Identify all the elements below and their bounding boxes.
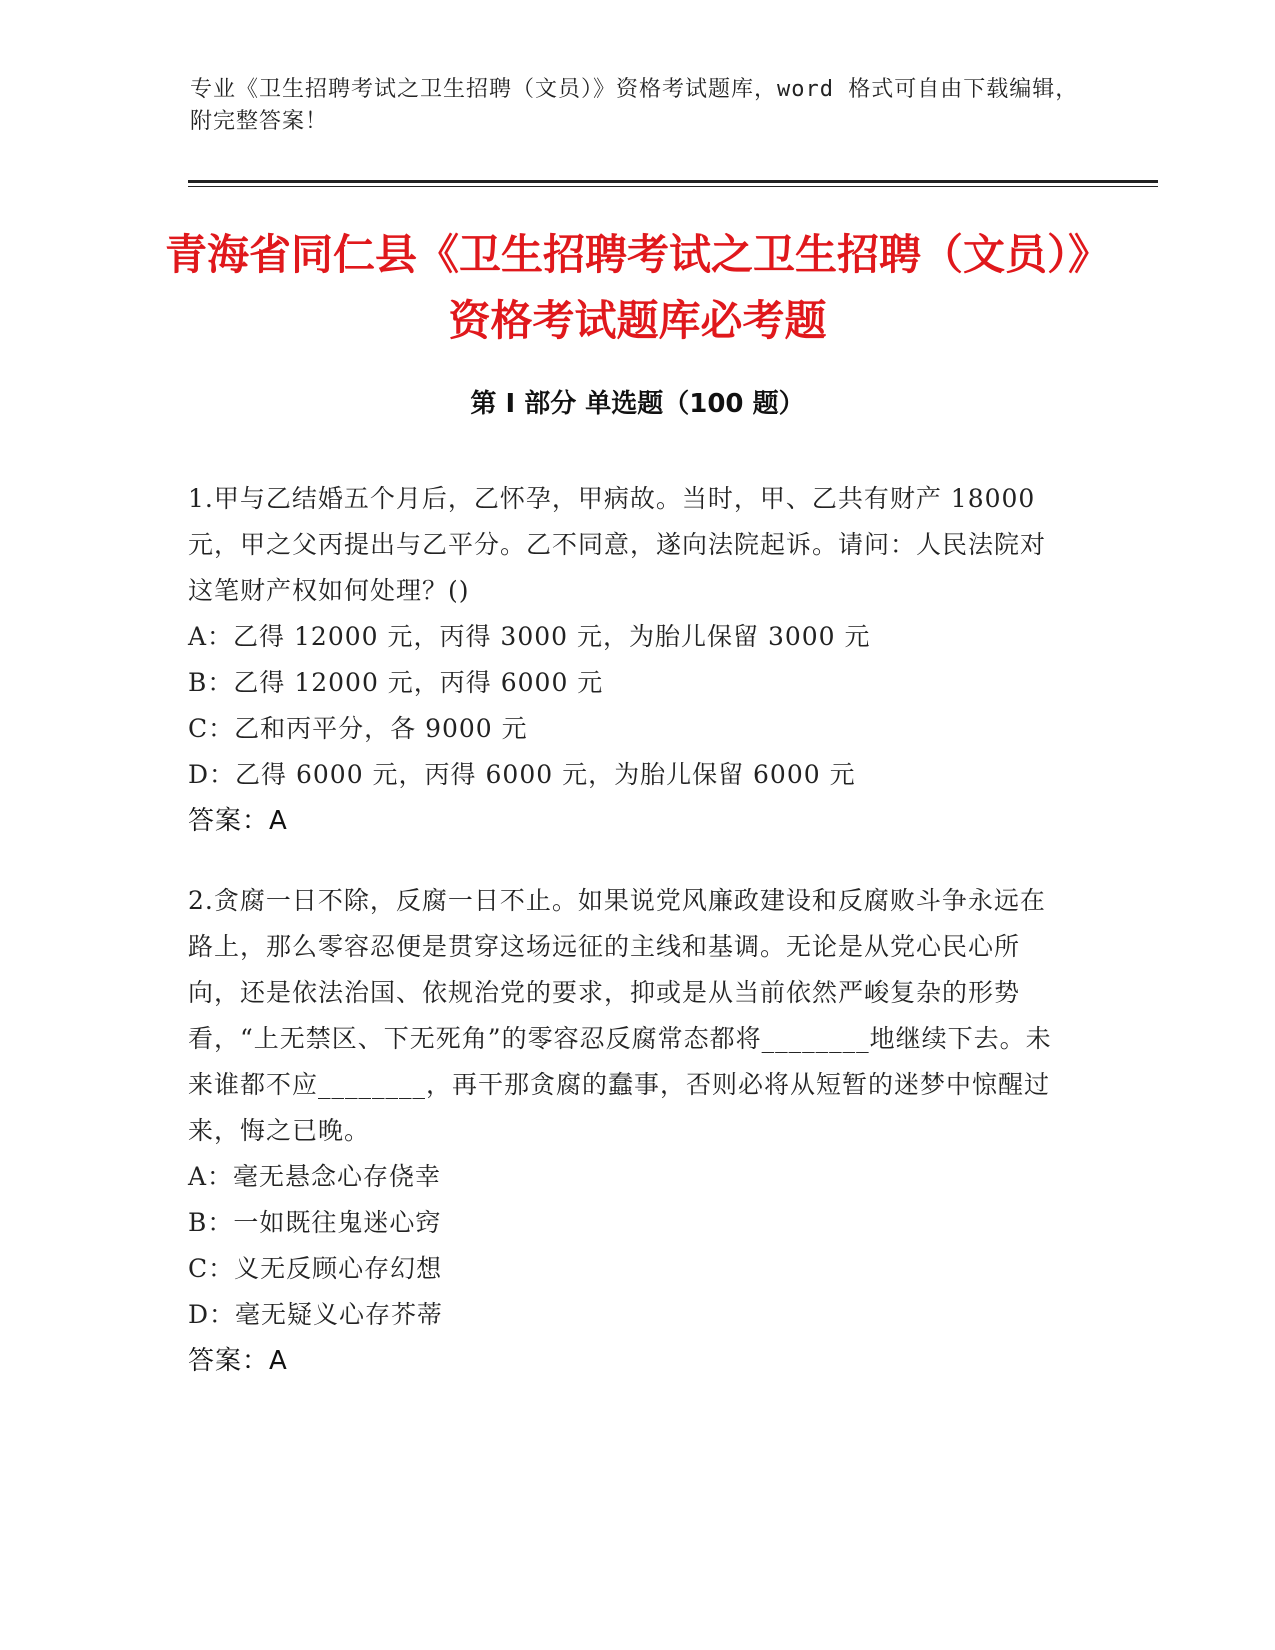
option-d: D：毫无疑义心存芥蒂 <box>188 1300 444 1329</box>
option-list <box>188 614 1068 798</box>
answer-line: 答案：A <box>188 806 288 836</box>
question-stem: 2.贪腐一日不除，反腐一日不止。如果说党风廉政建设和反腐败斗争永远在路上，那么零容忍便是贯穿这场远征的主线和基调。无论是从党心民心所向，还是依法治国、依规治党的要求，抑或是从当前依然严峻复杂的形势看，“上无禁区、下无死角”的零容忍反腐常态都将________地继续下去。未来谁都不应________，再干那贪腐的蠢事，否则必将从短暂的迷梦中惊醒过来，悔之已晚。 <box>188 886 1052 1145</box>
option-b: B：乙得 12000 元，丙得 6000 元 <box>188 668 604 697</box>
option-d: D：乙得 6000 元，丙得 6000 元，为胎儿保留 6000 元 <box>188 760 856 789</box>
option-c: C：乙和丙平分，各 9000 元 <box>188 714 528 743</box>
header-divider-thin <box>188 186 1158 187</box>
option-a: A：乙得 12000 元，丙得 3000 元，为胎儿保留 3000 元 <box>188 622 871 651</box>
section-title: 第 I 部分 单选题（100 题） <box>470 389 805 419</box>
option-b: B：一如既往鬼迷心窍 <box>188 1208 442 1237</box>
answer-line: 答案：A <box>188 1346 288 1376</box>
option-a: A：毫无悬念心存侥幸 <box>188 1162 442 1191</box>
header-divider-thick <box>188 180 1158 183</box>
question-2 <box>188 878 1068 1384</box>
option-list <box>188 1154 1068 1338</box>
document-title: 青海省同仁县《卫生招聘考试之卫生招聘（文员）》资格考试题库必考题 <box>164 230 1110 345</box>
header-note: 专业《卫生招聘考试之卫生招聘（文员）》资格考试题库，word 格式可自由下载编辑，附完整答案！ <box>190 77 1079 134</box>
question-1 <box>188 476 1068 844</box>
option-c: C：义无反顾心存幻想 <box>188 1254 443 1283</box>
question-stem: 1.甲与乙结婚五个月后，乙怀孕，甲病故。当时，甲、乙共有财产 18000 元，甲之父丙提出与乙平分。乙不同意，遂向法院起诉。请问：人民法院对这笔财产权如何处理？() <box>188 484 1047 605</box>
